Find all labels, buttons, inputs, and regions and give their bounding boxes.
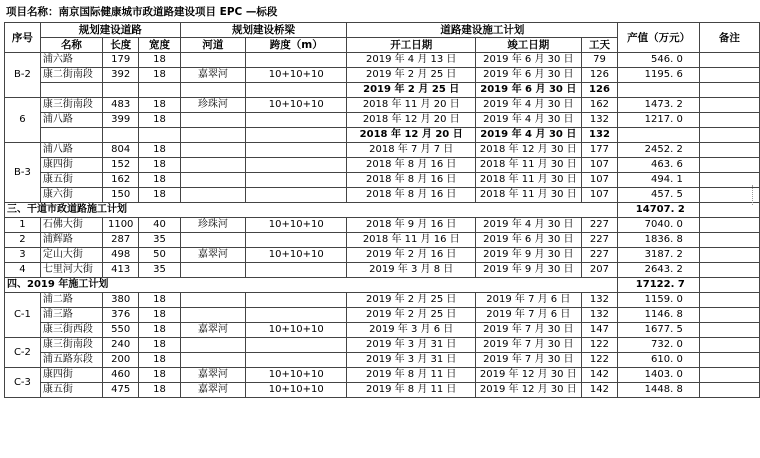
end-cell: 2018 年 11 月 30 日	[476, 158, 582, 173]
output-cell: 546. 0	[618, 53, 699, 68]
header-length: 长度	[103, 38, 139, 53]
section-title: 三、干道市政道路施工计划	[5, 203, 618, 218]
table-row	[5, 248, 760, 263]
remarks-cell	[699, 233, 759, 248]
end-cell: 2019 年 7 月 6 日	[476, 293, 582, 308]
output-cell: 7040. 0	[618, 218, 699, 233]
output-cell: 463. 6	[618, 158, 699, 173]
span-cell	[246, 308, 347, 323]
days-cell: 122	[581, 353, 618, 368]
name-cell: 康四街	[40, 368, 102, 383]
end-cell: 2019 年 6 月 30 日	[476, 83, 582, 98]
output-cell: 1473. 2	[618, 98, 699, 113]
start-cell: 2018 年 11 月 16 日	[347, 233, 476, 248]
length-cell: 1100	[103, 218, 139, 233]
days-cell: 227	[581, 233, 618, 248]
header-seq: 序号	[5, 23, 41, 53]
start-cell: 2019 年 2 月 25 日	[347, 293, 476, 308]
river-cell	[180, 158, 246, 173]
seq-cell: B-2	[5, 53, 41, 98]
remarks-cell	[699, 98, 759, 113]
header-remarks: 备注	[699, 23, 759, 53]
header-row	[5, 23, 760, 38]
length-cell: 380	[103, 293, 139, 308]
length-cell: 162	[103, 173, 139, 188]
end-cell: 2019 年 7 月 30 日	[476, 353, 582, 368]
span-cell: 10+10+10	[246, 383, 347, 398]
length-cell: 460	[103, 368, 139, 383]
table-row	[5, 353, 760, 368]
section-row	[5, 203, 760, 218]
start-cell: 2018 年 8 月 16 日	[347, 173, 476, 188]
start-cell: 2019 年 2 月 16 日	[347, 248, 476, 263]
length-cell: 399	[103, 113, 139, 128]
days-cell: 132	[581, 128, 618, 143]
start-cell: 2018 年 11 月 20 日	[347, 98, 476, 113]
header-bridges-group: 规划建设桥梁	[180, 23, 347, 38]
days-cell: 147	[581, 323, 618, 338]
name-cell: 康三街西段	[40, 323, 102, 338]
table-row	[5, 53, 760, 68]
end-cell: 2018 年 11 月 30 日	[476, 188, 582, 203]
summary-row	[5, 83, 760, 98]
remarks-cell	[699, 278, 759, 293]
output-cell: 610. 0	[618, 353, 699, 368]
length-cell: 475	[103, 383, 139, 398]
table-row	[5, 323, 760, 338]
end-cell: 2019 年 9 月 30 日	[476, 263, 582, 278]
end-cell: 2019 年 6 月 30 日	[476, 233, 582, 248]
start-cell: 2019 年 3 月 6 日	[347, 323, 476, 338]
span-cell	[246, 143, 347, 158]
end-cell: 2018 年 12 月 30 日	[476, 143, 582, 158]
seq-cell: 6	[5, 98, 41, 143]
seq-cell: C-1	[5, 293, 41, 338]
table-body	[5, 23, 760, 398]
remarks-cell	[699, 128, 759, 143]
name-cell: 浦二路	[40, 293, 102, 308]
days-cell: 227	[581, 248, 618, 263]
span-cell: 10+10+10	[246, 218, 347, 233]
remarks-cell	[699, 338, 759, 353]
remarks-cell	[699, 383, 759, 398]
construction-plan-table	[4, 22, 760, 398]
output-cell: 2643. 2	[618, 263, 699, 278]
river-cell	[180, 128, 246, 143]
span-cell	[246, 128, 347, 143]
output-cell: 1217. 0	[618, 113, 699, 128]
span-cell: 10+10+10	[246, 98, 347, 113]
document-title: 项目名称：南京国际健康城市政道路建设项目 EPC —标段	[6, 6, 278, 18]
remarks-cell	[699, 323, 759, 338]
river-cell: 嘉翠河	[180, 383, 246, 398]
table-row	[5, 368, 760, 383]
name-cell: 浦三路	[40, 308, 102, 323]
remarks-cell	[699, 173, 759, 188]
remarks-cell	[699, 53, 759, 68]
name-cell: 浦五路东段	[40, 353, 102, 368]
span-cell	[246, 158, 347, 173]
start-cell: 2019 年 3 月 31 日	[347, 338, 476, 353]
river-cell	[180, 188, 246, 203]
name-cell: 石佛大街	[40, 218, 102, 233]
length-cell	[103, 83, 139, 98]
table-row	[5, 218, 760, 233]
name-cell: 康四街	[40, 158, 102, 173]
remarks-cell	[699, 248, 759, 263]
width-cell	[139, 128, 180, 143]
width-cell: 50	[139, 248, 180, 263]
header-days: 工天	[581, 38, 618, 53]
table-row	[5, 233, 760, 248]
river-cell: 珍珠河	[180, 218, 246, 233]
width-cell: 18	[139, 188, 180, 203]
width-cell: 35	[139, 263, 180, 278]
output-cell: 1836. 8	[618, 233, 699, 248]
river-cell	[180, 83, 246, 98]
end-cell: 2019 年 7 月 30 日	[476, 338, 582, 353]
header-name: 名称	[40, 38, 102, 53]
header-schedule-group: 道路建设施工计划	[347, 23, 618, 38]
start-cell: 2019 年 4 月 13 日	[347, 53, 476, 68]
table-row	[5, 308, 760, 323]
width-cell: 18	[139, 368, 180, 383]
span-cell	[246, 233, 347, 248]
span-cell	[246, 263, 347, 278]
seq-cell: B-3	[5, 143, 41, 203]
length-cell: 804	[103, 143, 139, 158]
name-cell: 浦辉路	[40, 233, 102, 248]
output-cell: 732. 0	[618, 338, 699, 353]
remarks-cell	[699, 68, 759, 83]
seq-cell: 3	[5, 248, 41, 263]
width-cell: 18	[139, 113, 180, 128]
length-cell: 152	[103, 158, 139, 173]
length-cell: 240	[103, 338, 139, 353]
river-cell: 嘉翠河	[180, 368, 246, 383]
output-cell: 1146. 8	[618, 308, 699, 323]
seq-cell: 1	[5, 218, 41, 233]
river-cell: 珍珠河	[180, 98, 246, 113]
output-cell	[618, 83, 699, 98]
width-cell: 18	[139, 293, 180, 308]
width-cell: 18	[139, 383, 180, 398]
width-cell: 18	[139, 53, 180, 68]
name-cell	[40, 83, 102, 98]
table-row	[5, 263, 760, 278]
start-cell: 2018 年 12 月 20 日	[347, 128, 476, 143]
days-cell: 177	[581, 143, 618, 158]
output-cell: 457. 5	[618, 188, 699, 203]
table-row	[5, 98, 760, 113]
output-cell: 2452. 2	[618, 143, 699, 158]
remarks-cell	[699, 203, 759, 218]
days-cell: 142	[581, 383, 618, 398]
days-cell: 142	[581, 368, 618, 383]
river-cell	[180, 338, 246, 353]
output-cell: 1448. 8	[618, 383, 699, 398]
length-cell: 550	[103, 323, 139, 338]
section-total: 14707. 2	[618, 203, 699, 218]
river-cell: 嘉翠河	[180, 248, 246, 263]
width-cell: 18	[139, 173, 180, 188]
end-cell: 2019 年 6 月 30 日	[476, 68, 582, 83]
end-cell: 2019 年 12 月 30 日	[476, 383, 582, 398]
name-cell: 定山大街	[40, 248, 102, 263]
output-cell: 3187. 2	[618, 248, 699, 263]
seq-cell: C-2	[5, 338, 41, 368]
table-row	[5, 158, 760, 173]
width-cell: 18	[139, 158, 180, 173]
summary-row	[5, 128, 760, 143]
length-cell: 392	[103, 68, 139, 83]
end-cell: 2018 年 11 月 30 日	[476, 173, 582, 188]
span-cell	[246, 83, 347, 98]
section-title: 四、2019 年施工计划	[5, 278, 618, 293]
span-cell	[246, 353, 347, 368]
river-cell: 嘉翠河	[180, 323, 246, 338]
end-cell: 2019 年 4 月 30 日	[476, 128, 582, 143]
river-cell	[180, 263, 246, 278]
output-cell: 1403. 0	[618, 368, 699, 383]
name-cell: 康二街南段	[40, 68, 102, 83]
start-cell: 2019 年 3 月 31 日	[347, 353, 476, 368]
days-cell: 132	[581, 113, 618, 128]
river-cell: 嘉翠河	[180, 68, 246, 83]
span-cell: 10+10+10	[246, 323, 347, 338]
start-cell: 2019 年 2 月 25 日	[347, 83, 476, 98]
header-river: 河道	[180, 38, 246, 53]
width-cell: 18	[139, 338, 180, 353]
section-row	[5, 278, 760, 293]
river-cell	[180, 233, 246, 248]
seq-cell: 4	[5, 263, 41, 278]
start-cell: 2019 年 3 月 8 日	[347, 263, 476, 278]
days-cell: 132	[581, 308, 618, 323]
start-cell: 2018 年 12 月 20 日	[347, 113, 476, 128]
days-cell: 107	[581, 188, 618, 203]
length-cell	[103, 128, 139, 143]
width-cell	[139, 83, 180, 98]
start-cell: 2019 年 2 月 25 日	[347, 308, 476, 323]
remarks-cell	[699, 353, 759, 368]
span-cell	[246, 113, 347, 128]
length-cell: 287	[103, 233, 139, 248]
river-cell	[180, 143, 246, 158]
table-row	[5, 383, 760, 398]
output-cell: 1677. 5	[618, 323, 699, 338]
header-output: 产值（万元）	[618, 23, 699, 53]
river-cell	[180, 293, 246, 308]
name-cell: 康六街	[40, 188, 102, 203]
width-cell: 18	[139, 308, 180, 323]
remarks-cell	[699, 368, 759, 383]
span-cell	[246, 53, 347, 68]
end-cell: 2019 年 4 月 30 日	[476, 218, 582, 233]
name-cell: 康三街南段	[40, 338, 102, 353]
span-cell	[246, 338, 347, 353]
name-cell: 康三街南段	[40, 98, 102, 113]
remarks-cell	[699, 143, 759, 158]
end-cell: 2019 年 6 月 30 日	[476, 53, 582, 68]
output-cell: 1195. 6	[618, 68, 699, 83]
start-cell: 2018 年 9 月 16 日	[347, 218, 476, 233]
scroll-edge-marker	[752, 185, 759, 205]
remarks-cell	[699, 113, 759, 128]
river-cell	[180, 308, 246, 323]
river-cell	[180, 53, 246, 68]
span-cell: 10+10+10	[246, 68, 347, 83]
end-cell: 2019 年 7 月 30 日	[476, 323, 582, 338]
width-cell: 18	[139, 323, 180, 338]
days-cell: 227	[581, 218, 618, 233]
span-cell: 10+10+10	[246, 368, 347, 383]
table-row	[5, 293, 760, 308]
length-cell: 179	[103, 53, 139, 68]
length-cell: 200	[103, 353, 139, 368]
output-cell	[618, 128, 699, 143]
header-roads-group: 规划建设道路	[40, 23, 180, 38]
start-cell: 2018 年 8 月 16 日	[347, 158, 476, 173]
name-cell: 浦八路	[40, 113, 102, 128]
remarks-cell	[699, 158, 759, 173]
remarks-cell	[699, 188, 759, 203]
days-cell: 126	[581, 68, 618, 83]
table-row	[5, 143, 760, 158]
days-cell: 126	[581, 83, 618, 98]
remarks-cell	[699, 83, 759, 98]
width-cell: 18	[139, 353, 180, 368]
header-end: 竣工日期	[476, 38, 582, 53]
width-cell: 18	[139, 68, 180, 83]
end-cell: 2019 年 9 月 30 日	[476, 248, 582, 263]
name-cell: 七里河大街	[40, 263, 102, 278]
days-cell: 122	[581, 338, 618, 353]
days-cell: 162	[581, 98, 618, 113]
table-row	[5, 173, 760, 188]
end-cell: 2019 年 4 月 30 日	[476, 98, 582, 113]
end-cell: 2019 年 12 月 30 日	[476, 368, 582, 383]
name-cell: 康五街	[40, 173, 102, 188]
length-cell: 376	[103, 308, 139, 323]
start-cell: 2019 年 8 月 11 日	[347, 368, 476, 383]
remarks-cell	[699, 218, 759, 233]
header-span: 跨度（m）	[246, 38, 347, 53]
river-cell	[180, 353, 246, 368]
span-cell	[246, 173, 347, 188]
days-cell: 79	[581, 53, 618, 68]
width-cell: 18	[139, 98, 180, 113]
table-row	[5, 68, 760, 83]
header-start: 开工日期	[347, 38, 476, 53]
start-cell: 2019 年 8 月 11 日	[347, 383, 476, 398]
span-cell: 10+10+10	[246, 248, 347, 263]
span-cell	[246, 293, 347, 308]
end-cell: 2019 年 7 月 6 日	[476, 308, 582, 323]
river-cell	[180, 173, 246, 188]
header-width: 宽度	[139, 38, 180, 53]
width-cell: 35	[139, 233, 180, 248]
name-cell: 浦六路	[40, 53, 102, 68]
width-cell: 18	[139, 143, 180, 158]
length-cell: 498	[103, 248, 139, 263]
days-cell: 132	[581, 293, 618, 308]
remarks-cell	[699, 308, 759, 323]
length-cell: 483	[103, 98, 139, 113]
table-row	[5, 338, 760, 353]
start-cell: 2018 年 7 月 7 日	[347, 143, 476, 158]
output-cell: 494. 1	[618, 173, 699, 188]
length-cell: 413	[103, 263, 139, 278]
name-cell: 浦八路	[40, 143, 102, 158]
seq-cell: 2	[5, 233, 41, 248]
remarks-cell	[699, 293, 759, 308]
width-cell: 40	[139, 218, 180, 233]
length-cell: 150	[103, 188, 139, 203]
start-cell: 2018 年 8 月 16 日	[347, 188, 476, 203]
name-cell	[40, 128, 102, 143]
remarks-cell	[699, 263, 759, 278]
end-cell: 2019 年 4 月 30 日	[476, 113, 582, 128]
river-cell	[180, 113, 246, 128]
output-cell: 1159. 0	[618, 293, 699, 308]
start-cell: 2019 年 2 月 25 日	[347, 68, 476, 83]
section-total: 17122. 7	[618, 278, 699, 293]
name-cell: 康五街	[40, 383, 102, 398]
span-cell	[246, 188, 347, 203]
seq-cell: C-3	[5, 368, 41, 398]
table-row	[5, 188, 760, 203]
days-cell: 207	[581, 263, 618, 278]
days-cell: 107	[581, 173, 618, 188]
days-cell: 107	[581, 158, 618, 173]
table-row	[5, 113, 760, 128]
